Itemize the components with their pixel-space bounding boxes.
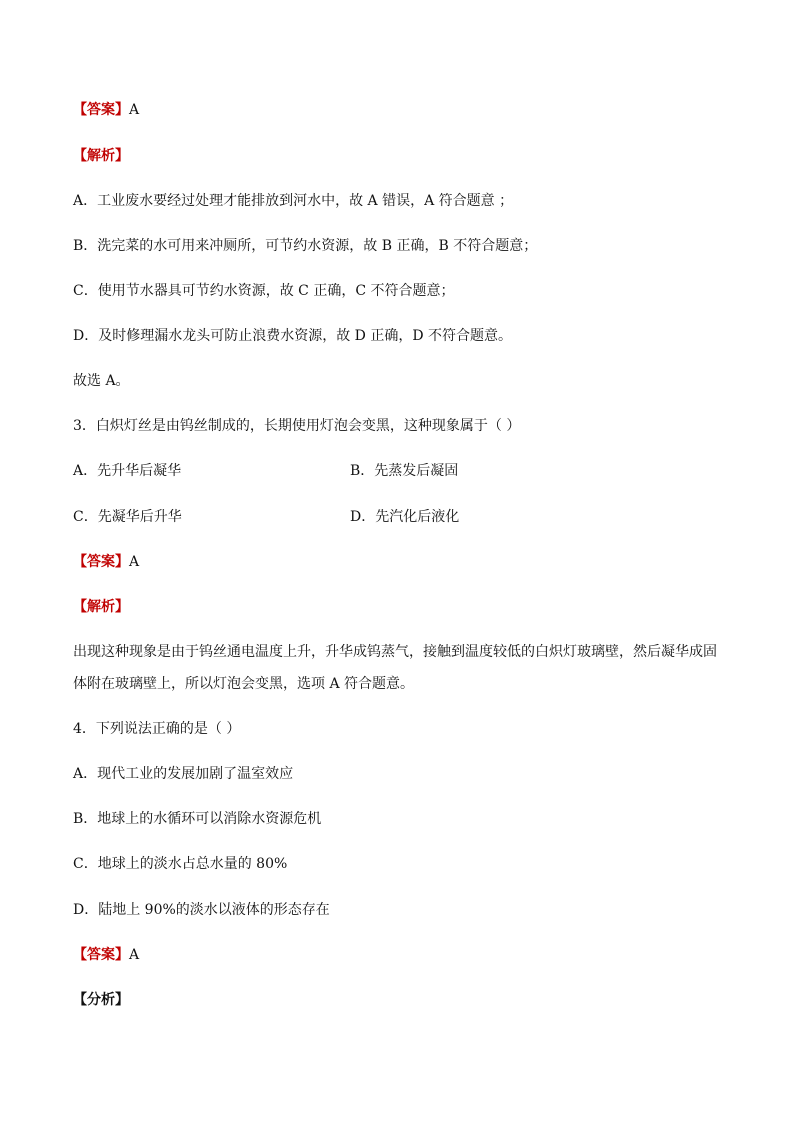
q4-option-c: C．地球上的淡水占总水量的 80% [73,856,288,872]
answer-value: A [129,554,140,570]
q4-option-b: B．地球上的水循环可以消除水资源危机 [73,811,322,827]
q4-answer [73,945,139,965]
q3-stem: 3．白炽灯丝是由钨丝制成的，长期使用灯泡会变黑，这种现象属于（ ） [73,418,521,434]
q4-analysis-tag: 【分析】 [73,992,129,1008]
answer-tag: 【答案】 [73,102,129,118]
q2-answer [73,100,139,120]
q4-option-a: A．现代工业的发展加剧了温室效应 [73,766,294,782]
q2-analysis-tag: 【解析】 [73,148,129,164]
q3-option-d: D．先汽化后液化 [350,509,460,525]
answer-tag: 【答案】 [73,947,129,963]
answer-value: A [129,102,140,118]
q2-analysis-line-b: B．洗完菜的水可用来冲厕所，可节约水资源，故 B 正确，B 不符合题意； [73,238,538,254]
q3-option-b: B．先蒸发后凝固 [350,463,459,479]
q2-conclusion: 故选 A。 [73,373,130,389]
q2-analysis-line-a: A．工业废水要经过处理才能排放到河水中，故 A 错误，A 符合题意 ； [73,193,514,209]
q2-analysis-line-c: C．使用节水器具可节约水资源，故 C 正确，C 不符合题意； [73,283,455,299]
q3-analysis-line-2: 体附在玻璃壁上，所以灯泡会变黑，选项 A 符合题意。 [73,676,415,692]
answer-value: A [129,947,140,963]
q2-analysis-line-d: D．及时修理漏水龙头可防止浪费水资源，故 D 正确，D 不符合题意。 [73,328,513,344]
q3-analysis-tag: 【解析】 [73,599,129,615]
q3-answer [73,552,139,572]
q4-stem: 4．下列说法正确的是（ ） [73,721,241,737]
q3-analysis-line-1: 出现这种现象是由于钨丝通电温度上升，升华成钨蒸气，接触到温度较低的白炽灯玻璃壁，然后凝华成固 [73,644,717,660]
q3-option-c: C．先凝华后升华 [73,509,182,525]
q4-option-d: D．陆地上 90%的淡水以液体的形态存在 [73,902,330,918]
q3-option-a: A．先升华后凝华 [73,463,182,479]
answer-tag: 【答案】 [73,554,129,570]
